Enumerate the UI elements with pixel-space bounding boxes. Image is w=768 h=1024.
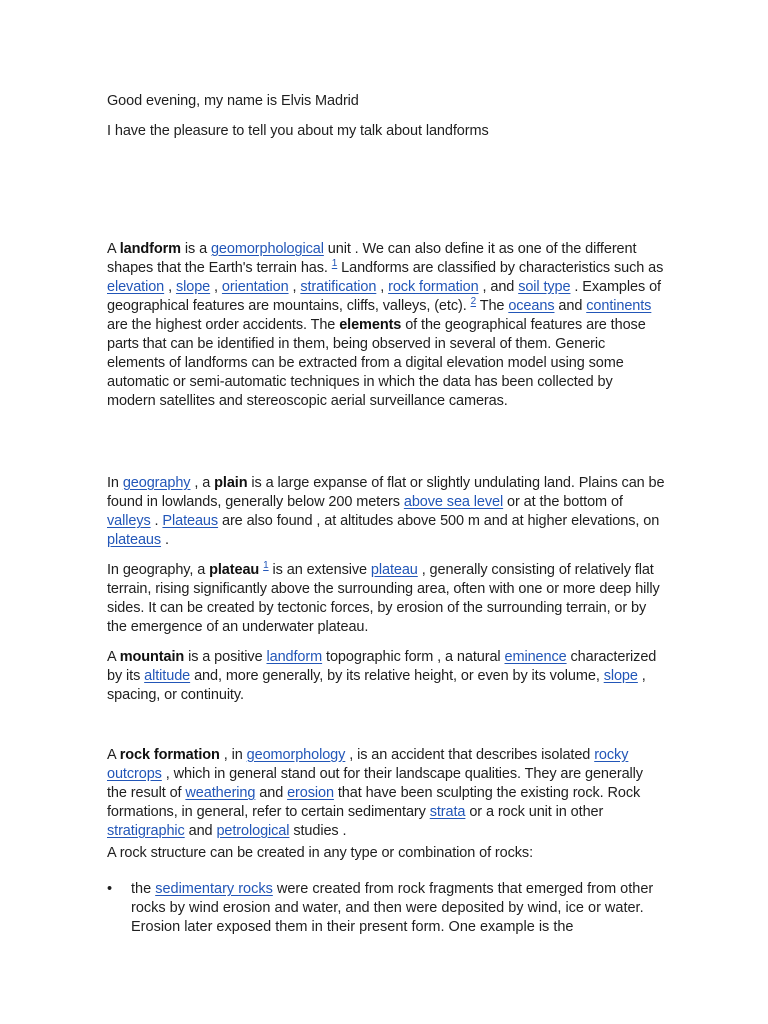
term-mountain: mountain	[119, 649, 185, 665]
link-continents[interactable]: continents	[586, 298, 652, 314]
link-slope-2[interactable]: slope	[603, 668, 638, 684]
link-stratification[interactable]: stratification	[300, 279, 377, 295]
greeting-line: Good evening, my name is Elvis Madrid	[107, 93, 359, 109]
link-stratigraphic[interactable]: stratigraphic	[107, 823, 185, 839]
link-soil-type[interactable]: soil type	[518, 279, 571, 295]
link-valleys[interactable]: valleys	[107, 513, 151, 529]
rock-types-list	[107, 880, 665, 937]
list-item: • the sedimentary rocks were created from rock fragments that emerged from other rocks by wind erosion and water, and then were deposited by wind, ice or water. Erosion later exposed them in their present form. One example is the	[107, 881, 654, 935]
term-rock-formation: rock formation	[119, 747, 220, 763]
footnote-ref-1[interactable]: 1	[331, 258, 338, 270]
link-slope[interactable]: slope	[175, 279, 211, 295]
link-weathering[interactable]: weathering	[185, 785, 256, 801]
link-erosion[interactable]: erosion	[287, 785, 334, 801]
link-rock-formation[interactable]: rock formation	[388, 279, 479, 295]
link-plateau[interactable]: plateau	[370, 562, 418, 578]
rock-formation-paragraph: A rock formation , in geomorphology , is an accident that describes isolated rocky outcrops , which in general stand out for their landscape qualities. They are generally the result of weathering and erosion that have been sculpting the existing rock. Rock formations, in general, refer to certain sedimentary strata or a rock unit in other stratigraphic and petrological studies .	[107, 747, 643, 839]
term-elements: elements	[339, 317, 402, 333]
link-plateaus-2[interactable]: plateaus	[107, 532, 162, 548]
term-landform: landform	[119, 241, 181, 257]
rock-structure-line: A rock structure can be created in any type or combination of rocks:	[107, 845, 533, 861]
term-plain: plain	[214, 475, 248, 491]
link-strata[interactable]: strata	[429, 804, 466, 820]
term-plateau: plateau	[209, 562, 260, 578]
link-sedimentary-rocks[interactable]: sedimentary rocks	[155, 881, 273, 897]
link-eminence[interactable]: eminence	[504, 649, 567, 665]
link-altitude[interactable]: altitude	[144, 668, 191, 684]
intro-line: I have the pleasure to tell you about my talk about landforms	[107, 123, 489, 139]
link-petrological[interactable]: petrological	[216, 823, 290, 839]
mountain-paragraph: A mountain is a positive landform topographic form , a natural eminence characterized by its altitude and, more generally, by its relative height, or even by its volume, slope , spacing, or continuity.	[107, 649, 657, 703]
plateau-paragraph: In geography, a plateau $^1$ is an extensive plateau , generally consisting of relatively flat terrain, rising significantly above the surrounding area, often with one or more deep hilly sides. It can be created by tectonic forces, by erosion of the surrounding terrain, or by the emergence of an underwater plateau.	[107, 560, 660, 635]
plain-paragraph: In geography , a plain is a large expanse of flat or slightly undulating land. Plains can be found in lowlands, generally below 200 meters above sea level or at the bottom of valleys . Plateaus are also found , at altitudes above 500 m and at higher elevations, on plateaus .	[107, 475, 665, 548]
link-orientation[interactable]: orientation	[221, 279, 289, 295]
link-oceans[interactable]: oceans	[508, 298, 555, 314]
footnote-ref-plateau[interactable]: 1	[263, 560, 269, 572]
link-landform[interactable]: landform	[266, 649, 323, 665]
link-plateaus[interactable]: Plateaus	[162, 513, 219, 529]
link-geomorphology[interactable]: geomorphology	[246, 747, 346, 763]
link-geography[interactable]: geography	[122, 475, 191, 491]
footnote-ref-2[interactable]: 2	[470, 296, 477, 308]
link-rocky-outcrops[interactable]: rocky outcrops	[107, 747, 629, 782]
bullet-icon: •	[107, 881, 113, 897]
link-elevation[interactable]: elevation	[107, 279, 165, 295]
link-above-sea-level[interactable]: above sea level	[403, 494, 504, 510]
link-geomorphological[interactable]: geomorphological	[210, 241, 324, 257]
landform-paragraph: A landform is a geomorphological unit . We can also define it as one of the different shapes that the Earth's terrain has. $^1$ Landforms are classified by characteristics such as elevation , slope , orientation , stratification , rock formation , and soil type . Examples of geographical features are mountains, cliffs, valleys, (etc). $^2$ The oceans and continents are the highest order accidents. The elements of the geographical features are those parts that can be identified in them, being observed in several of them. Generic elements of landforms can be extracted from a digital elevation model using some automatic or semi-automatic techniques in which the data has been collected by modern satellites and stereoscopic aerial surveillance cameras.	[107, 241, 664, 409]
